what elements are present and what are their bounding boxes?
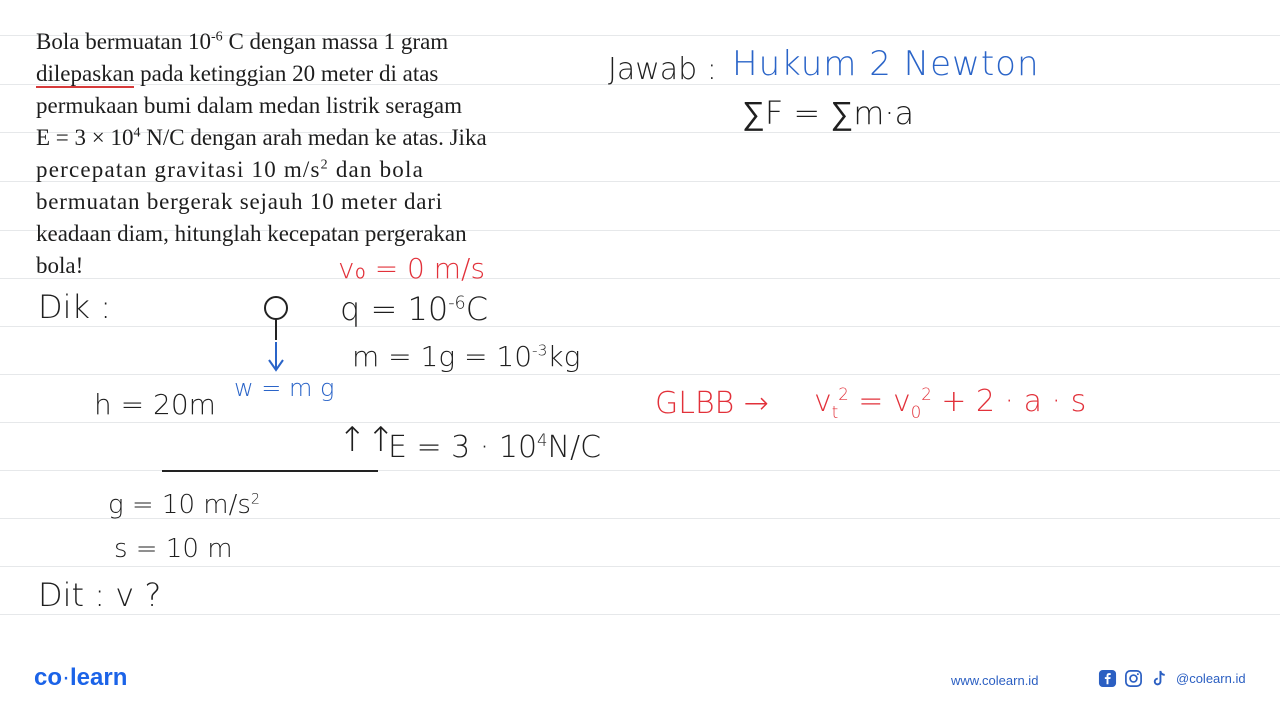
- charge-text: q = 10: [340, 290, 449, 328]
- ruled-line: [0, 374, 1280, 375]
- superscript: 2: [921, 385, 932, 404]
- exponent: 2: [320, 157, 329, 173]
- mass-text: m = 1g = 10: [352, 340, 533, 373]
- dit-label: Dit : v ?: [38, 576, 162, 614]
- glbb-part: v: [814, 384, 832, 419]
- distance-value: s = 10 m: [114, 534, 233, 564]
- problem-text: C dengan massa 1 gram: [222, 29, 449, 54]
- logo-dot: ·: [62, 664, 71, 691]
- social-links: [1098, 669, 1246, 688]
- weight-label: w = m g: [234, 374, 335, 402]
- charge-unit: C: [465, 290, 489, 328]
- problem-line: bermuatan bergerak sejauh 10 meter dari: [36, 189, 443, 214]
- gravity-value: [108, 490, 260, 520]
- tiktok-icon[interactable]: [1150, 669, 1169, 688]
- underlined-word: dilepaskan: [36, 61, 135, 86]
- height-value: h = 20m: [94, 388, 216, 421]
- instagram-icon[interactable]: [1124, 669, 1143, 688]
- problem-line: [36, 26, 584, 58]
- exponent: -6: [448, 293, 466, 314]
- superscript: 2: [838, 385, 849, 404]
- dik-label: Dik :: [38, 288, 112, 326]
- problem-text: percepatan gravitasi 10 m/s: [36, 157, 321, 182]
- website-link[interactable]: www.colearn.id: [951, 673, 1039, 688]
- problem-line: [36, 154, 584, 186]
- exponent: -3: [532, 341, 548, 360]
- problem-line: bola!: [36, 253, 84, 278]
- colearn-logo: [34, 664, 127, 692]
- ruled-line: [0, 422, 1280, 423]
- glbb-part: = v: [848, 384, 911, 419]
- gravity-text: g = 10 m/s: [108, 490, 251, 520]
- facebook-icon[interactable]: [1098, 669, 1117, 688]
- exponent: 2: [250, 491, 261, 508]
- jawab-label: Jawab :: [608, 52, 717, 87]
- problem-text: E = 3 × 10: [36, 125, 134, 150]
- exponent: 4: [133, 125, 141, 141]
- logo-part: co: [34, 664, 63, 691]
- ball-force-diagram: [254, 292, 298, 374]
- glbb-part: + 2 · a · s: [931, 384, 1087, 419]
- field-text: E = 3 · 10: [388, 430, 538, 465]
- hukum-newton-heading: Hukum 2 Newton: [732, 44, 1040, 84]
- problem-text: dan bola: [328, 157, 424, 182]
- exponent: -6: [211, 29, 223, 45]
- ruled-line: [0, 614, 1280, 615]
- logo-part: learn: [70, 664, 128, 691]
- field-arrows-icon: ↑↑: [338, 420, 395, 460]
- problem-text: pada ketinggian 20 meter di atas: [134, 61, 439, 86]
- subscript: t: [831, 403, 839, 422]
- social-handle[interactable]: @colearn.id: [1176, 671, 1246, 686]
- ruled-line: [0, 326, 1280, 327]
- v0-value: v₀ = 0 m/s: [338, 252, 486, 285]
- field-unit: N/C: [547, 430, 602, 465]
- problem-statement: [36, 26, 584, 282]
- charge-value: [340, 290, 488, 328]
- ground-line: [162, 470, 378, 472]
- ruled-line: [0, 566, 1280, 567]
- problem-text: N/C dengan arah medan ke atas. Jika: [140, 125, 487, 150]
- mass-value: [352, 340, 580, 373]
- glbb-equation: [814, 384, 1086, 422]
- glbb-label: GLBB →: [655, 386, 769, 421]
- mass-unit: kg: [547, 340, 581, 373]
- subscript: 0: [910, 403, 922, 422]
- problem-line: [36, 58, 584, 90]
- exponent: 4: [537, 431, 548, 450]
- problem-text: Bola bermuatan 10: [36, 29, 212, 54]
- problem-line: [36, 122, 584, 154]
- ball-icon: [265, 297, 287, 319]
- problem-line: keadaan diam, hitunglah kecepatan pergerakan: [36, 221, 467, 246]
- problem-line: permukaan bumi dalam medan listrik seragam: [36, 93, 463, 118]
- field-value: [388, 430, 601, 465]
- newton-equation: ∑F = ∑m·a: [742, 94, 915, 132]
